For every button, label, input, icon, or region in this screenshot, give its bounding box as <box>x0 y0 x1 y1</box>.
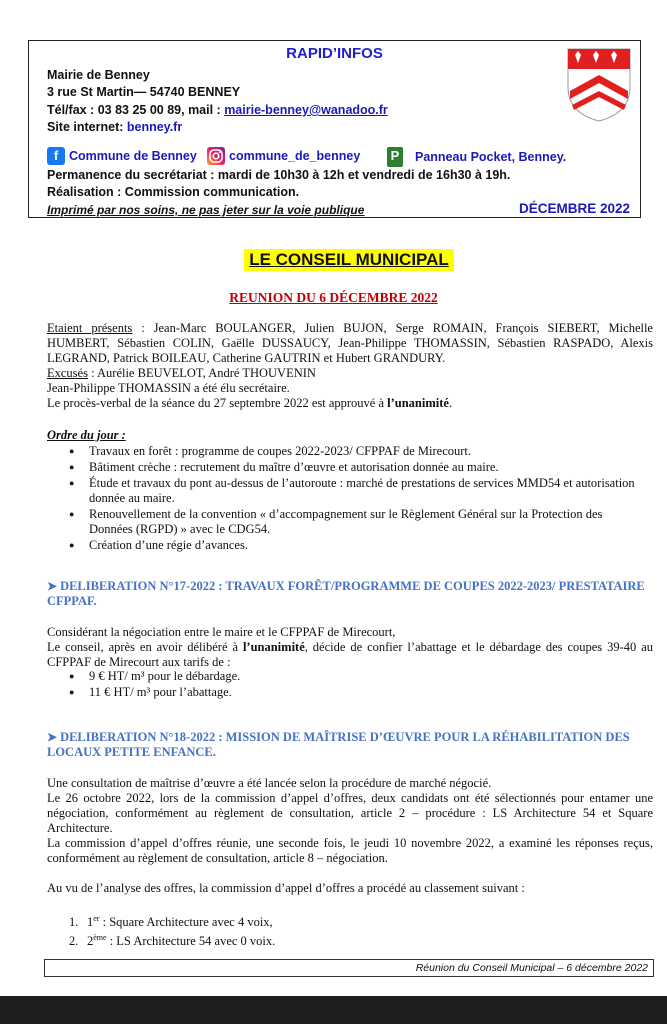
deliberation-18-body <box>47 776 653 866</box>
delib18-p4: Au vu de l’analyse des offres, la commission d’appel d’offres a procédé au classement suivant : <box>47 881 525 895</box>
agenda-label: Ordre du jour : <box>47 428 126 442</box>
ranking-text: : Square Architecture avec 4 voix, <box>99 915 273 930</box>
agenda-list <box>47 444 647 554</box>
instagram-icon <box>207 147 225 165</box>
attendance-paragraph <box>47 321 653 411</box>
pv-end: . <box>448 396 453 410</box>
panneau-pocket-icon: P <box>387 147 403 167</box>
rate-item: ● 9 € HT/ m³ pour le débardage. <box>47 669 647 684</box>
delib17-p1: Considérant la négociation entre le maire et le CFPPAF de Mirecourt, <box>47 625 396 639</box>
site-link[interactable]: benney.fr <box>126 120 183 134</box>
agenda-item: ● Étude et travaux du pont au-dessus de l’autoroute : marché de prestations de services MMD54 et autorisation donnée au maire. <box>47 476 647 506</box>
crest-icon <box>566 47 632 123</box>
delib17-p2c: , décide de confier l’abattage et le débardage des coupes 39-40 au CFPPAF de Mirecourt aux tarifs de : <box>47 640 653 669</box>
excused-label: Excusés <box>47 366 88 380</box>
site-label: Site internet: <box>47 120 127 134</box>
contact-line <box>47 103 388 117</box>
ranking-ord: 1 <box>87 915 94 930</box>
deliberation-17-body <box>47 625 653 670</box>
deliberation-17-title <box>47 579 662 609</box>
instagram-label: commune_de_benney <box>229 149 361 163</box>
present-label: Etaient présents <box>47 321 133 335</box>
deliberation-18-title <box>47 730 662 760</box>
facebook-label: Commune de Benney <box>69 149 197 163</box>
ranking-item <box>47 930 653 949</box>
agenda-item: ● Renouvellement de la convention « d’accompagnement sur le Règlement Général sur la Protection des Données (RGPD) » avec le CDG54. <box>47 507 647 537</box>
ranking-sup: ème <box>93 933 107 943</box>
ranking-text: : LS Architecture 54 avec 0 voix. <box>106 934 276 949</box>
issue-month: DÉCEMBRE 2022 <box>518 201 630 216</box>
agenda-item: ● Bâtiment crèche : recrutement du maître d’œuvre et autorisation donnée au maire. <box>47 460 647 475</box>
deliberation-17-text: DELIBERATION N°17-2022 : TRAVAUX FORÊT/PROGRAMME DE COUPES 2022-2023/ PRESTATAIRE CFPPAF. <box>47 579 645 608</box>
facebook-icon: f <box>47 147 65 165</box>
pv-unanimity: l’unanimité <box>387 396 449 410</box>
excused-list: : Aurélie BEUVELOT, André THOUVENIN <box>87 366 316 380</box>
arrow-right-icon: ➤ <box>47 730 61 744</box>
site-line <box>47 120 182 134</box>
ranking-item <box>47 911 653 930</box>
ranking-list <box>47 911 653 949</box>
org-address: 3 rue St Martin— 54740 BENNEY <box>47 85 241 99</box>
ranking-sup: er <box>93 914 100 923</box>
printed-notice: Imprimé par nos soins, ne pas jeter sur la voie publique <box>47 203 365 217</box>
secretary-line: Jean-Philippe THOMASSIN a été élu secrétaire. <box>47 381 290 395</box>
org-name: Mairie de Benney <box>47 68 150 82</box>
present-list: : Jean-Marc BOULANGER, Julien BUJON, Serge ROMAIN, François SIEBERT, Michelle HUMBERT, Sébastien COLIN, Gaëlle DUSSAUCY, Jean-Philippe THOMASSIN, Sébastien RASPADO, Alexis LEGRAND, Patrick BOILEAU, Catherine GAUTRIN et Hubert GRANDURY. <box>47 321 653 365</box>
rate-item: ● 11 € HT/ m³ pour l’abattage. <box>47 685 647 700</box>
agenda-item: ● Travaux en forêt : programme de coupes 2022-2023/ CFPPAF de Mirecourt. <box>47 444 647 459</box>
delib17-unanimity: l’unanimité <box>242 640 305 654</box>
realisation: Réalisation : Commission communication. <box>47 185 300 199</box>
email-link[interactable]: mairie-benney@wanadoo.fr <box>224 103 388 117</box>
panneau-pocket-label: Panneau Pocket, Benney. <box>415 150 567 164</box>
phone-label: Tél/fax : 03 83 25 00 89, mail : <box>47 103 225 117</box>
ranking-num: 2. <box>69 934 79 949</box>
rates-list <box>47 669 647 701</box>
instagram-link[interactable] <box>207 147 360 165</box>
agenda-item: ● Création d’une régie d’avances. <box>47 538 647 553</box>
delib17-p2a: Le conseil, après en avoir délibéré à <box>47 640 243 654</box>
meeting-title: REUNION DU 6 DÉCEMBRE 2022 <box>229 290 438 305</box>
facebook-link[interactable] <box>47 147 197 165</box>
ranking-ord: 2 <box>87 934 94 949</box>
footer-caption: Réunion du Conseil Municipal – 6 décembre 2022 <box>44 959 654 977</box>
council-title: LE CONSEIL MUNICIPAL <box>244 249 454 271</box>
panneau-pocket-link[interactable] <box>387 147 566 167</box>
arrow-right-icon: ➤ <box>47 579 61 593</box>
newsletter-title: RAPID’INFOS <box>286 45 383 62</box>
permanence: Permanence du secrétariat : mardi de 10h30 à 12h et vendredi de 16h30 à 19h. <box>47 168 511 182</box>
header-box <box>28 40 641 218</box>
ranking-num: 1. <box>69 915 79 930</box>
delib18-p2: Le 26 octobre 2022, lors de la commission d’appel d’offres, deux candidats ont été sélectionnés pour entamer une négociation, conformément au règlement de consultation, article 2 – procédure : LS Architecture 54 et Square Architecture. <box>47 791 653 835</box>
delib18-p1: Une consultation de maîtrise d’œuvre a été lancée selon la procédure de marché négocié. <box>47 776 492 790</box>
delib18-p3: La commission d’appel d’offres réunie, une seconde fois, le jeudi 10 novembre 2022, a examiné les réponses reçus, conformément au règlement de consultation, article 8 – négociation. <box>47 836 653 865</box>
deliberation-18-text: DELIBERATION N°18-2022 : MISSION DE MAÎTRISE D’ŒUVRE POUR LA RÉHABILITATION DES LOCAUX PETITE ENFANCE. <box>47 730 630 759</box>
bottom-bar <box>0 996 667 1024</box>
pv-line: Le procès-verbal de la séance du 27 septembre 2022 est approuvé à <box>47 396 388 410</box>
